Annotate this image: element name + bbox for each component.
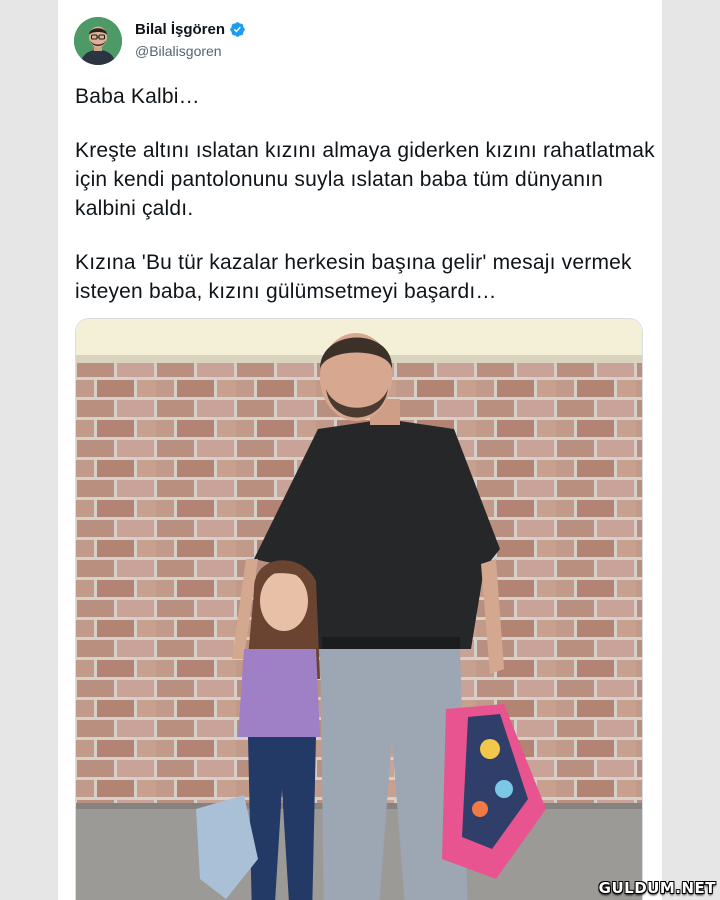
author-display-name[interactable]: Bilal İşgören bbox=[135, 21, 226, 38]
watermark-text: GULDUM.NET bbox=[598, 879, 716, 897]
tweet-paragraph: Baba Kalbi… bbox=[75, 85, 200, 108]
avatar-portrait bbox=[74, 17, 122, 65]
tweet-paragraph: Kızına 'Bu tür kazalar herkesin başına gelir' mesajı vermek isteyen baba, kızını gülümsetmeyi başardı… bbox=[75, 251, 632, 303]
verified-badge-icon bbox=[229, 21, 246, 38]
tweet-card bbox=[58, 0, 662, 900]
author-avatar[interactable] bbox=[74, 17, 122, 65]
author-name-row[interactable] bbox=[135, 21, 246, 38]
tweet-paragraph: Kreşte altını ıslatan kızını almaya giderken kızını rahatlatmak için kendi pantolonunu suyla ıslatan baba tüm dünyanın kalbini çaldı. bbox=[75, 139, 655, 220]
father-daughter-photo bbox=[76, 319, 642, 900]
author-handle[interactable]: @Bilalisgoren bbox=[135, 43, 222, 59]
tweet-text bbox=[75, 82, 655, 306]
tweet-photo[interactable] bbox=[75, 318, 643, 900]
